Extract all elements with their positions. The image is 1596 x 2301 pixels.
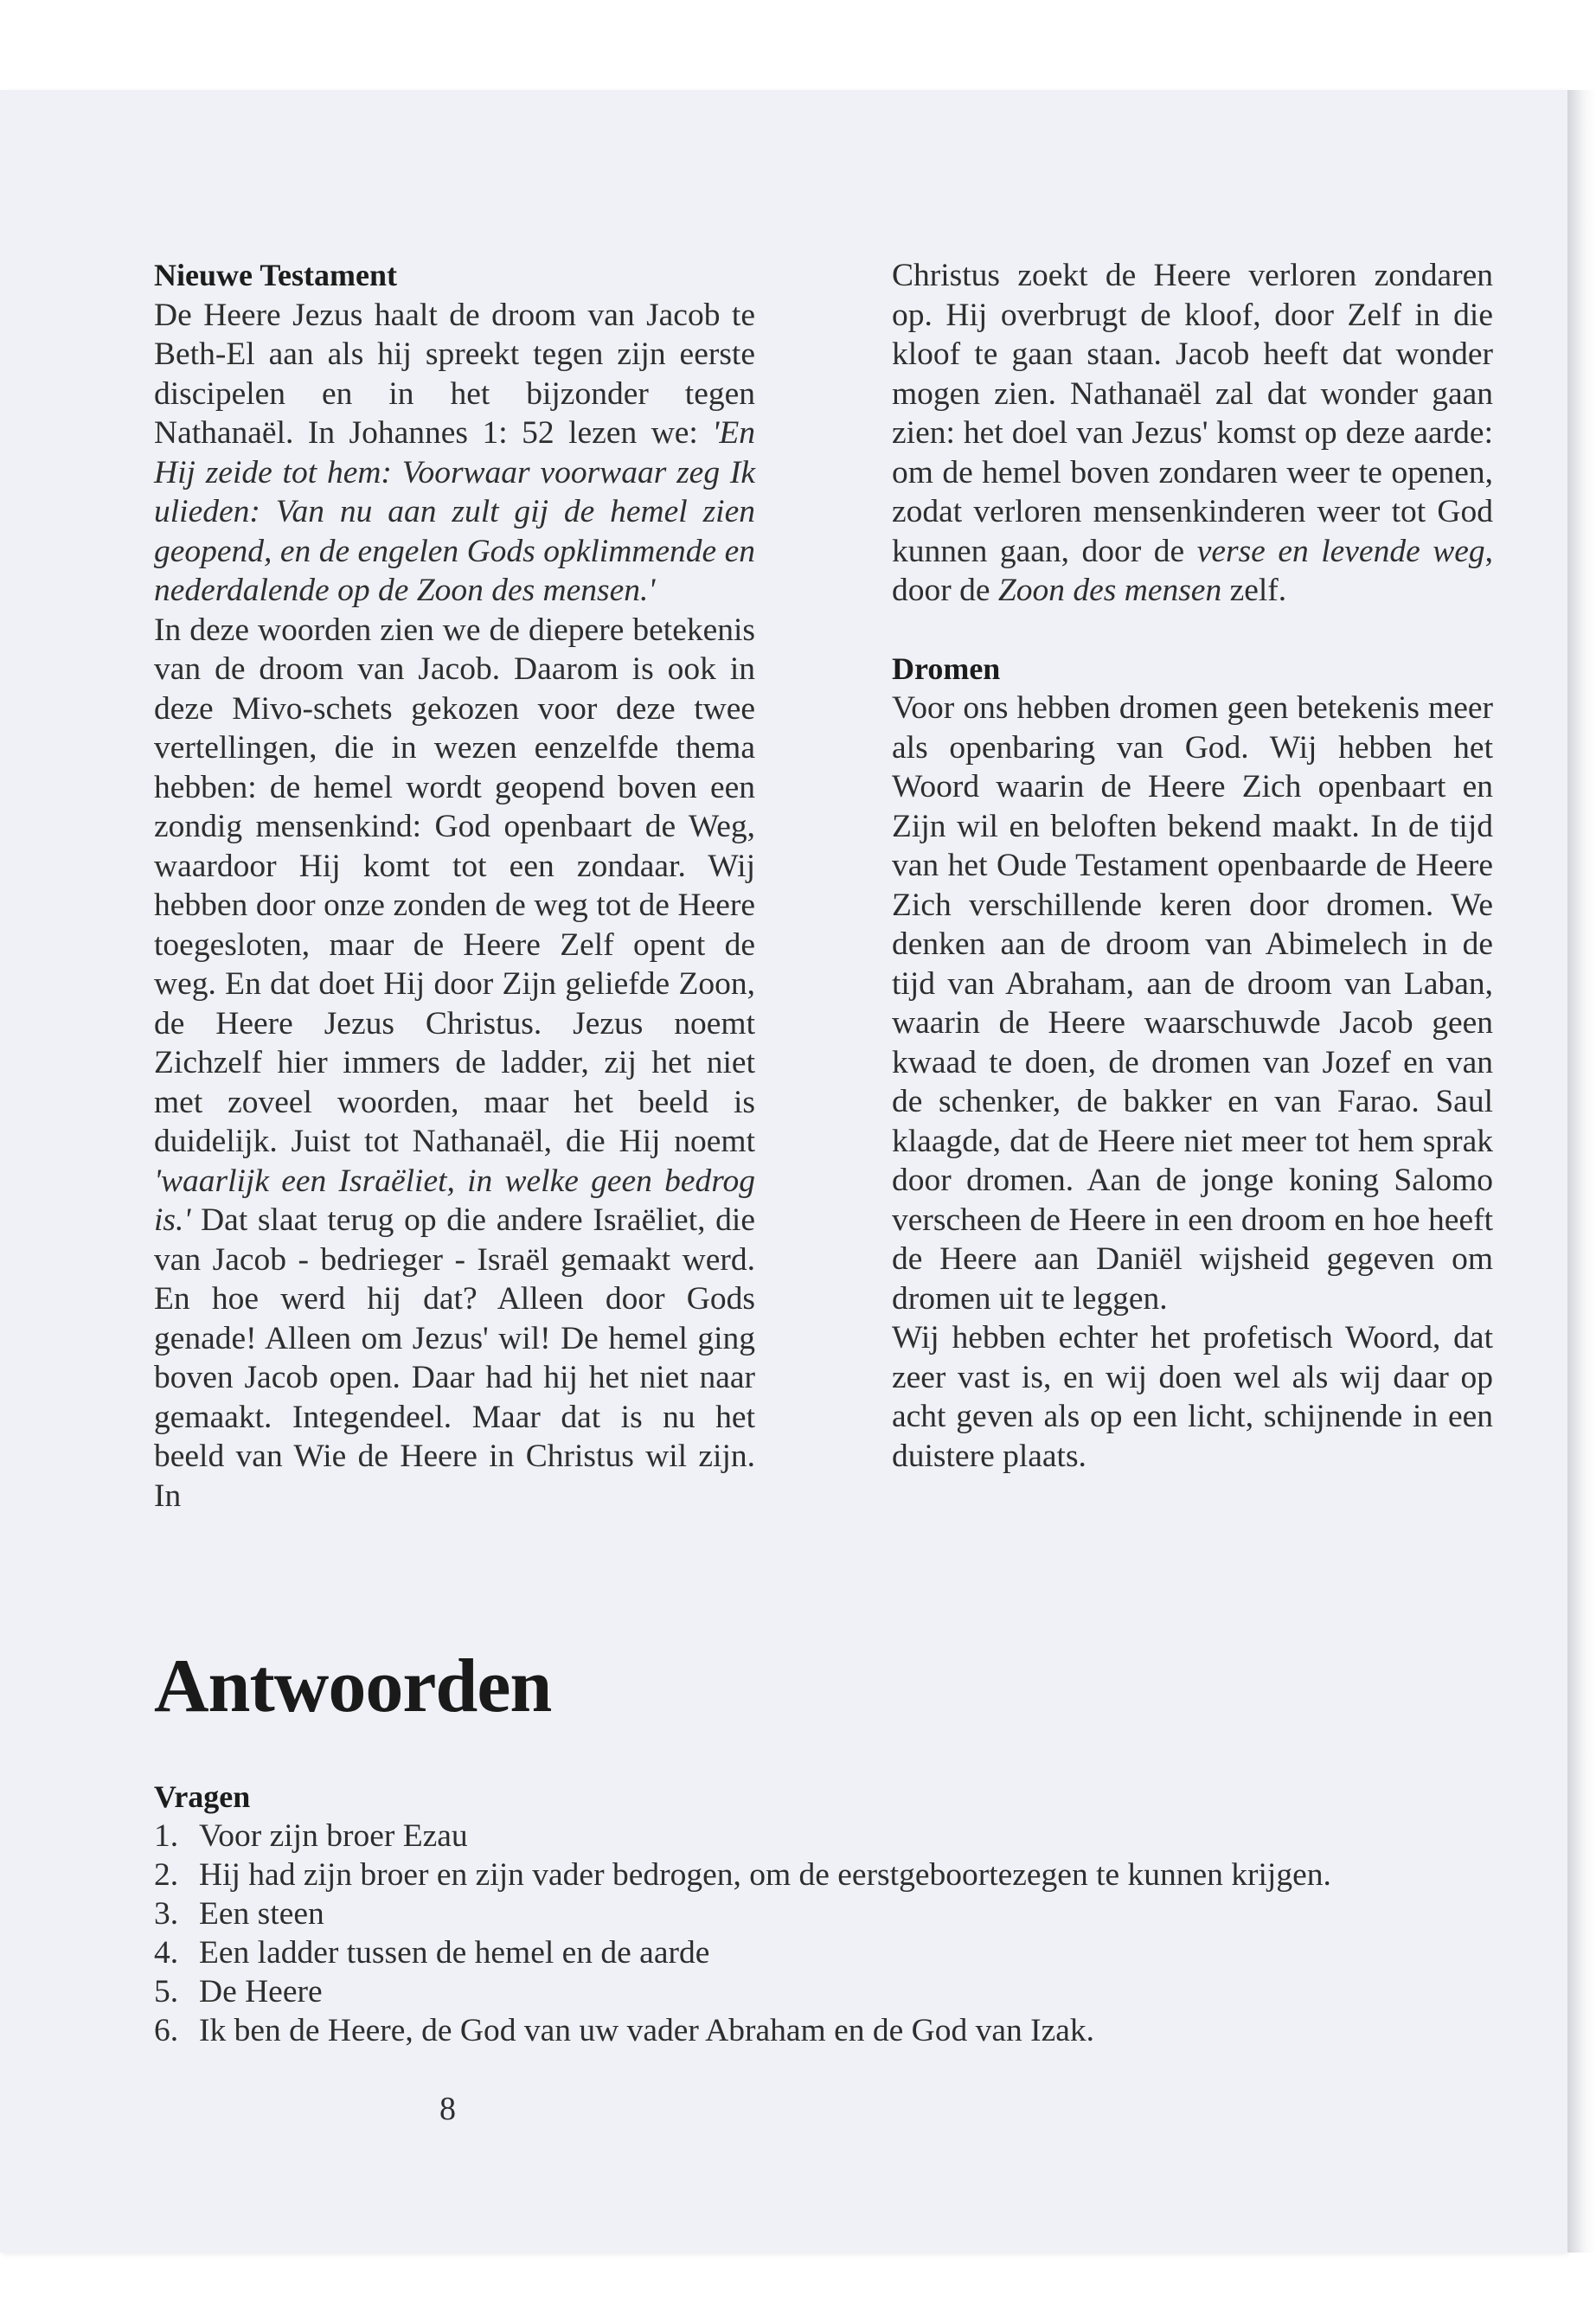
item-number: 2.	[154, 1857, 179, 1893]
paragraph-text: , door de	[892, 533, 1493, 608]
left-column	[154, 256, 755, 1516]
item-text: Ik ben de Heere, de God van uw vader Abraham en de God van Izak.	[199, 2013, 1095, 2048]
paragraph-betekenis	[154, 611, 755, 1516]
list-item	[154, 1972, 1503, 2011]
questions-subheading: Vragen	[154, 1779, 251, 1814]
list-item	[154, 1856, 1503, 1894]
paragraph-gap	[892, 611, 1493, 650]
item-number: 3.	[154, 1896, 179, 1932]
answers-heading: Antwoorden	[154, 1644, 552, 1728]
item-number: 4.	[154, 1935, 179, 1971]
item-number: 1.	[154, 1818, 179, 1854]
list-item	[154, 1894, 1503, 1933]
emphasis-text: verse en levende weg	[1196, 533, 1485, 569]
section-heading-nieuwe-testament: Nieuwe Testament	[154, 258, 397, 292]
paragraph-profetisch-woord: Wij hebben echter het profetisch Woord, dat zeer vast is, en wij doen wel als wij daar op acht geven als op een licht, schijnende in een duistere plaats.	[892, 1320, 1493, 1474]
paragraph-dromen: Voor ons hebben dromen geen betekenis meer als openbaring van God. Wij hebben het Woord waarin de Heere Zich openbaart en Zijn wil en beloften bekend maakt. In de tijd van het Oude Testament openbaarde de Heere Zich verschillende keren door dromen. We denken aan de droom van Abimelech in de tijd van Abraham, aan de droom van Laban, waarin de Heere waarschuwde Jacob geen kwaad te doen, de dromen van Jozef en van de schenker, de bakker en van Farao. Saul klaagde, dat de Heere niet meer tot hem sprak door dromen. Aan de jonge koning Salomo verscheen de Heere in een droom en hoe heeft de Heere aan Daniël wijsheid gegeven om dromen uit te leggen.	[892, 690, 1493, 1317]
item-text: Hij had zijn broer en zijn vader bedrogen, om de eerstgeboortezegen te kunnen krijgen.	[199, 1857, 1331, 1893]
paragraph-text: In deze woorden zien we de diepere betekenis van de droom van Jacob. Daarom is ook in deze Mivo-schets gekozen voor deze twee vertellingen, die in wezen eenzelfde thema hebben: de hemel wordt geopend boven een zondig mensenkind: God openbaart de Weg, waardoor Hij komt tot een zondaar. Wij hebben door onze zonden de weg tot de Heere toegesloten, maar de Heere Zelf opent de weg. En dat doet Hij door Zijn geliefde Zoon, de Heere Jezus Christus. Jezus noemt Zichzelf hier immers de ladder, zij het niet met zoveel woorden, maar het beeld is duidelijk. Juist tot Nathanaël, die Hij noemt	[154, 612, 755, 1159]
item-text: Voor zijn broer Ezau	[199, 1818, 468, 1854]
paragraph-text: De Heere Jezus haalt de droom van Jacob te Beth-El aan als hij spreekt tegen zijn eerste discipelen en in het bijzonder tegen Nathanaël. In Johannes 1: 52 lezen we:	[154, 297, 755, 451]
answers-section	[154, 1778, 1503, 2050]
paragraph-text: Dat slaat terug op die andere Israëliet, die van Jacob - bedrieger - Israël gemaakt werd. En hoe werd hij dat? Alleen door Gods genade! Alleen om Jezus' wil! De hemel ging boven Jacob open. Daar had hij het niet naar gemaakt. Integendeel. Maar dat is nu het beeld van Wie de Heere in Christus wil zijn. In	[154, 1202, 755, 1514]
item-number: 6.	[154, 2013, 179, 2048]
paragraph-christus	[892, 256, 1493, 611]
emphasis-text: Zoon des mensen	[997, 573, 1222, 608]
paragraph-johannes	[154, 296, 755, 611]
paragraph-text: Christus zoekt de Heere verloren zondaren op. Hij overbrugt de kloof, door Zelf in die kloof te gaan staan. Jacob heeft dat wonder mogen zien. Nathanaël zal dat wonder gaan zien: het doel van Jezus' komst op deze aarde: om de hemel boven zondaren weer te openen, zodat verloren mensenkinderen weer tot God kunnen gaan, door de	[892, 258, 1493, 569]
page-number: 8	[439, 2091, 456, 2127]
scripture-quote: 'waarlijk een Israëliet, in welke geen bedrog is.'	[154, 1163, 755, 1238]
list-item	[154, 1817, 1503, 1856]
page-edge	[1567, 90, 1596, 2253]
item-number: 5.	[154, 1974, 179, 2009]
paragraph-text: zelf.	[1221, 573, 1287, 608]
scripture-quote: 'En Hij zeide tot hem: Voorwaar voorwaar zeg Ik ulieden: Van nu aan zult gij de hemel zien geopend, en de engelen Gods opklimmende en nederdalende op de Zoon des mensen.'	[154, 415, 755, 608]
answers-list	[154, 1817, 1503, 2050]
list-item	[154, 2011, 1503, 2050]
item-text: Een ladder tussen de hemel en de aarde	[199, 1935, 710, 1971]
item-text: Een steen	[199, 1896, 324, 1932]
list-item	[154, 1933, 1503, 1972]
section-heading-dromen: Dromen	[892, 651, 1001, 686]
right-column	[892, 256, 1493, 1476]
item-text: De Heere	[199, 1974, 323, 2009]
